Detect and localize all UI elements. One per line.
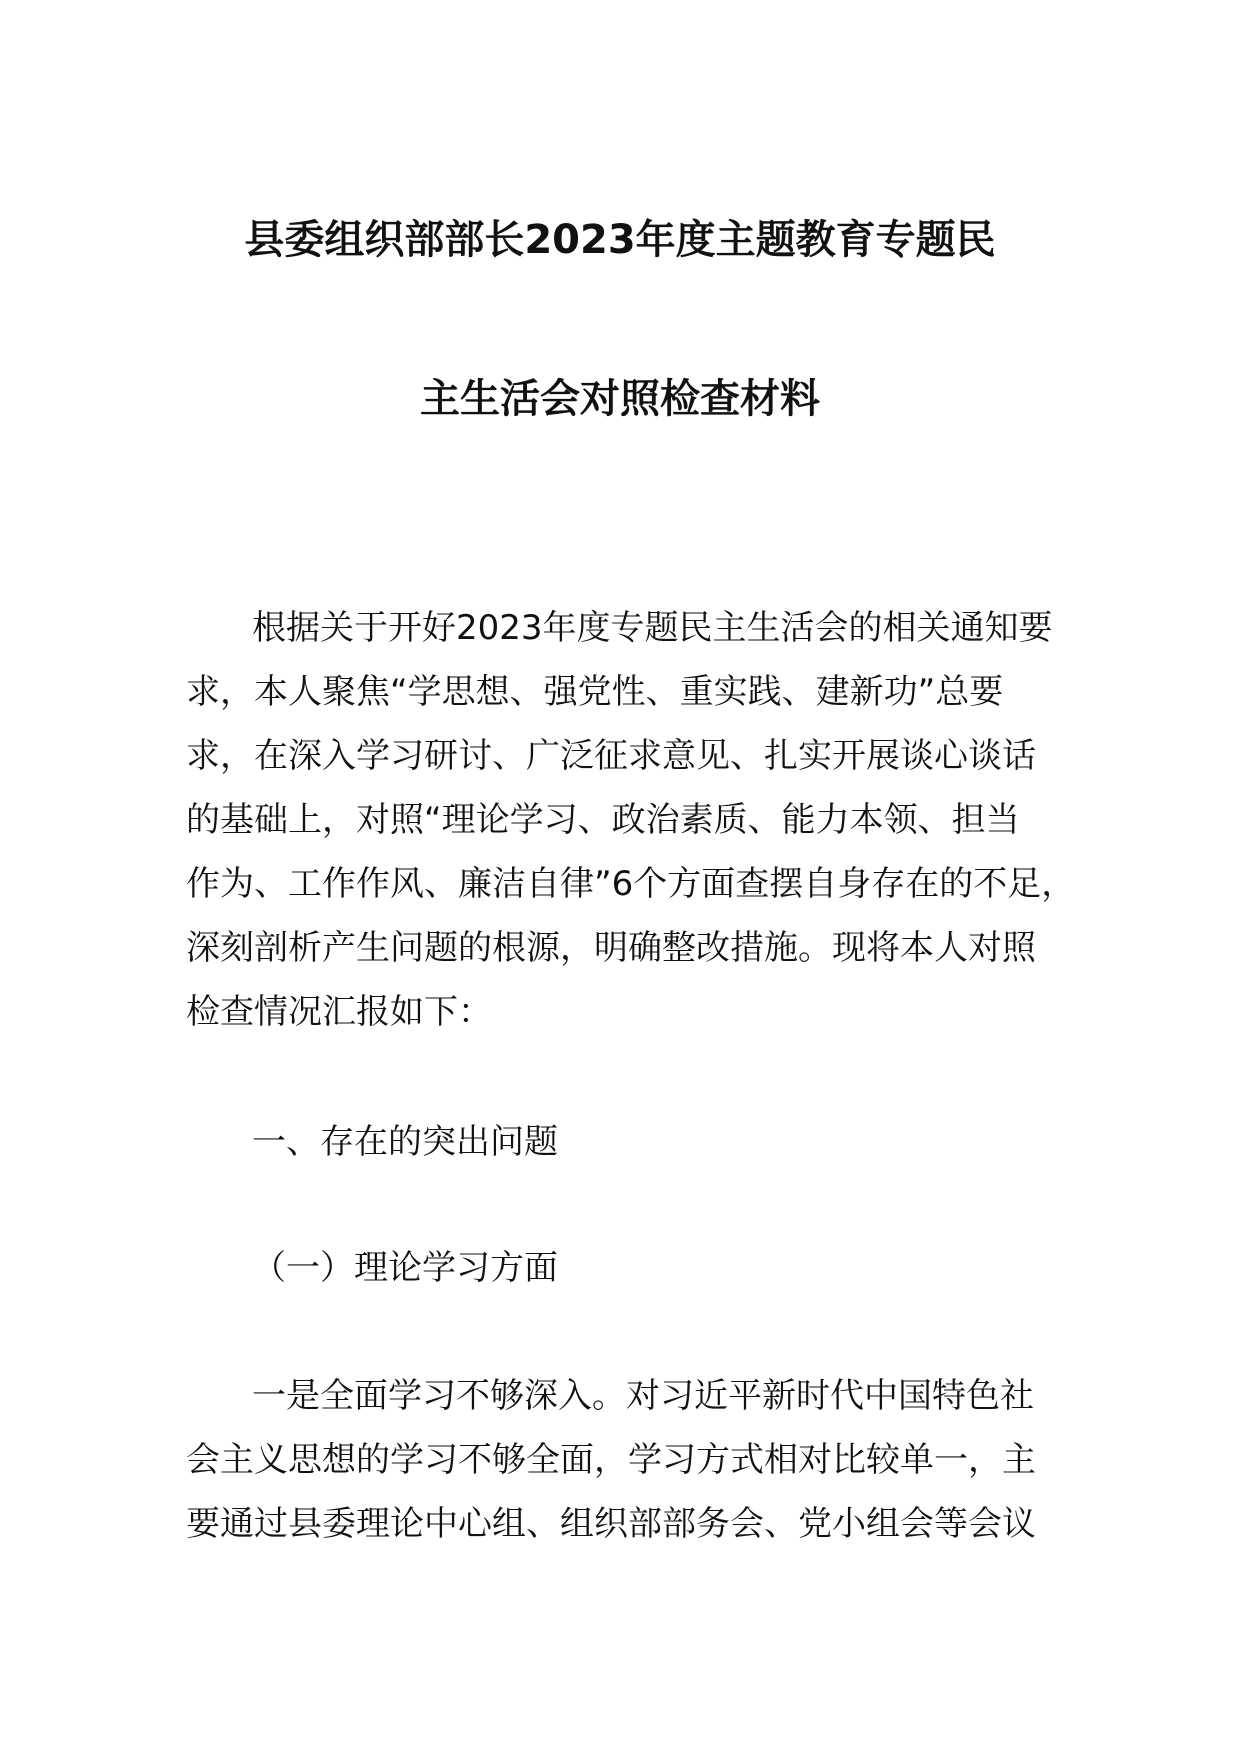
section-heading: 一、存在的突出问题 — [252, 1122, 558, 1162]
point-line-2: 会主义思想的学习不够全面，学习方式相对比较单一，主 — [186, 1440, 1036, 1480]
intro-line-5: 作为、工作作风、廉洁自律”6个方面查摆自身存在的不足， — [186, 864, 1076, 904]
point-line-3: 要通过县委理论中心组、组织部部务会、党小组会等会议 — [186, 1504, 1036, 1544]
intro-line-7: 检查情况汇报如下： — [186, 992, 492, 1032]
intro-line-6: 深刻剖析产生问题的根源，明确整改措施。现将本人对照 — [186, 928, 1036, 968]
intro-line-4: 的基础上，对照“理论学习、政治素质、能力本领、担当 — [186, 800, 1020, 840]
intro-line-1: 根据关于开好2023年度专题民主生活会的相关通知要 — [252, 608, 1053, 648]
document-title-line-2: 主生活会对照检查材料 — [420, 376, 820, 422]
document-title-line-1: 县委组织部部长2023年度主题教育专题民 — [244, 217, 996, 263]
intro-line-2: 求，本人聚焦“学思想、强党性、重实践、建新功”总要 — [186, 672, 1004, 712]
point-line-1: 一是全面学习不够深入。对习近平新时代中国特色社 — [252, 1376, 1034, 1416]
subsection-heading: （一）理论学习方面 — [252, 1248, 558, 1288]
intro-line-3: 求，在深入学习研讨、广泛征求意见、扎实开展谈心谈话 — [186, 736, 1036, 776]
